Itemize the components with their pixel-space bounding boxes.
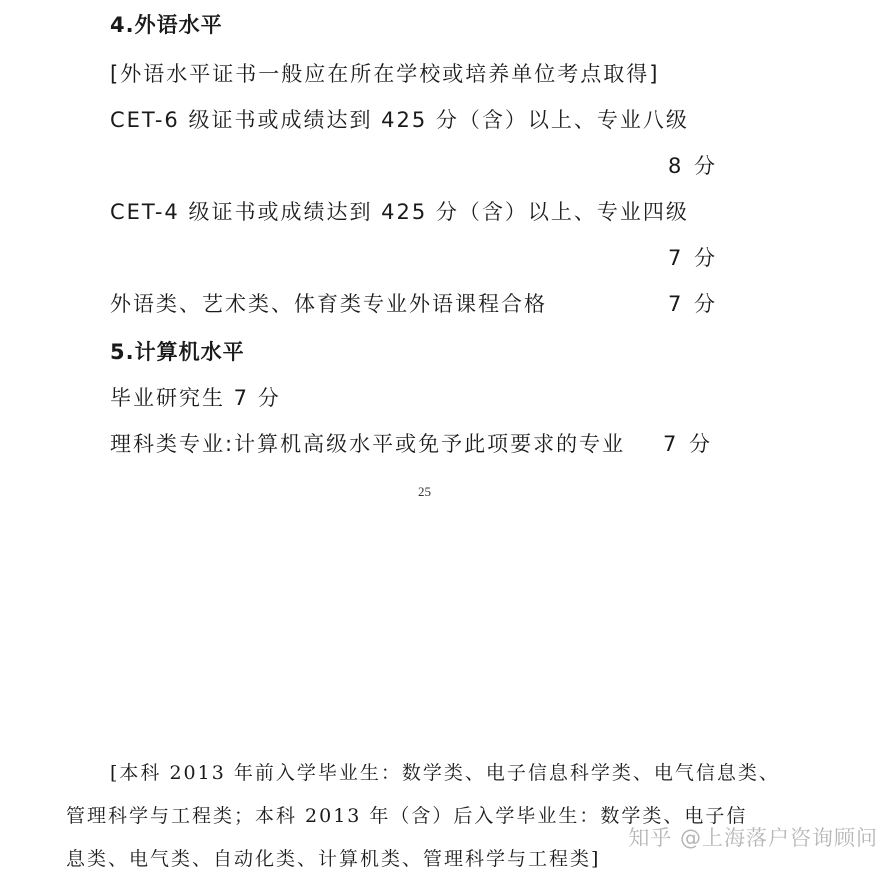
bottom-paragraph-line-3: 息类、电气类、自动化类、计算机类、管理科学与工程类]	[66, 848, 601, 870]
cet4-score: 7 分	[668, 246, 719, 270]
science-requirement: 理科类专业:计算机高级水平或免予此项要求的专业	[110, 432, 626, 456]
section4-note: [外语水平证书一般应在所在学校或培养单位考点取得]	[110, 62, 660, 86]
section4-heading: 4.外语水平	[110, 13, 223, 37]
major-requirement: 外语类、艺术类、体育类专业外语课程合格	[110, 292, 547, 316]
science-score: 7 分	[663, 432, 714, 456]
cet6-score: 8 分	[668, 154, 719, 178]
bottom-paragraph-line-1: [本科 2013 年前入学毕业生：数学类、电子信息科学类、电气信息类、	[110, 762, 780, 784]
graduate-requirement: 毕业研究生 7 分	[110, 386, 281, 410]
cet4-requirement: CET-4 级证书或成绩达到 425 分（含）以上、专业四级	[110, 200, 689, 224]
zhihu-watermark: 知乎 @上海落户咨询顾问	[628, 826, 878, 850]
bottom-paragraph-line-2: 管理科学与工程类；本科 2013 年（含）后入学毕业生：数学类、电子信	[66, 805, 748, 827]
cet6-requirement: CET-6 级证书或成绩达到 425 分（含）以上、专业八级	[110, 108, 689, 132]
section5-heading: 5.计算机水平	[110, 340, 245, 364]
page-number: 25	[418, 484, 431, 499]
major-score: 7 分	[668, 292, 719, 316]
